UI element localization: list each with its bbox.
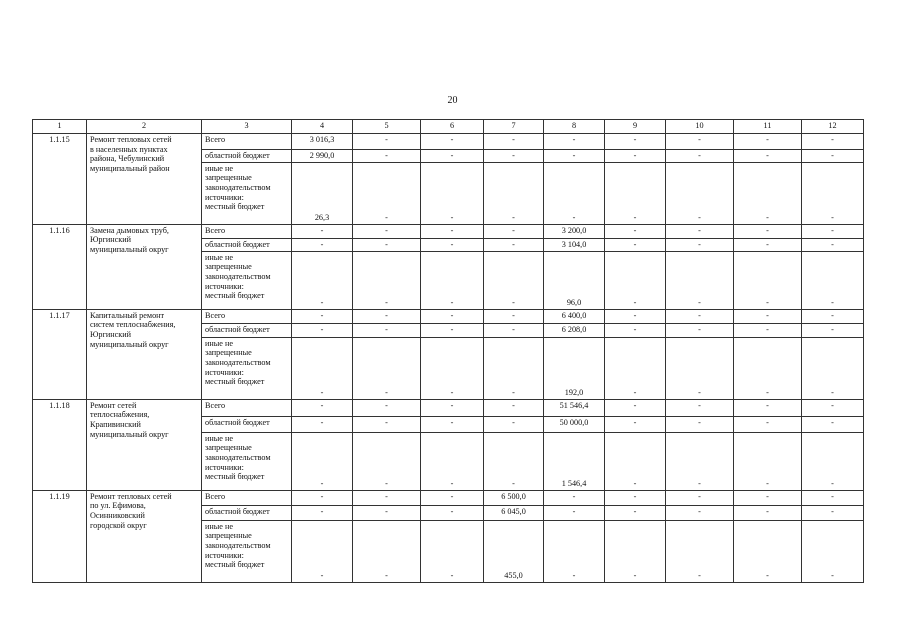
funding-table (32, 119, 864, 583)
value-cell: - (734, 520, 802, 582)
local-budget-label: местный бюджет (205, 202, 265, 212)
row-id: 1.1.16 (33, 224, 87, 309)
value-cell: - (421, 337, 484, 399)
value-cell: - (421, 416, 484, 432)
value-cell: - (802, 490, 864, 505)
value-cell: - (802, 416, 864, 432)
value-cell: - (734, 238, 802, 251)
other-sources-line: иные не (205, 252, 233, 262)
value-cell: - (544, 520, 605, 582)
row-name-line: Замена дымовых труб, (90, 225, 169, 235)
value-cell: - (292, 399, 353, 416)
value-cell: - (292, 490, 353, 505)
column-header: 11 (734, 120, 802, 134)
value-cell: - (802, 323, 864, 337)
value-cell: 3 200,0 (544, 224, 605, 238)
value-cell: - (734, 416, 802, 432)
value-cell: 3 104,0 (544, 238, 605, 251)
value-cell: - (292, 432, 353, 490)
value-cell: - (544, 134, 605, 150)
value-cell: 1 546,4 (544, 432, 605, 490)
value-cell: - (421, 309, 484, 323)
value-cell: - (353, 490, 421, 505)
value-cell: - (544, 505, 605, 520)
column-header: 10 (666, 120, 734, 134)
value-cell: - (605, 520, 666, 582)
value-cell: - (605, 150, 666, 163)
value-cell: - (802, 251, 864, 309)
value-cell: - (484, 323, 544, 337)
source-label-regional: областной бюджет (202, 323, 292, 337)
other-sources-line: законодательством (205, 358, 271, 368)
source-label-local (202, 432, 292, 490)
row-name-line: муниципальный район (90, 164, 170, 174)
value-cell: - (802, 399, 864, 416)
column-header: 2 (87, 120, 202, 134)
value-cell: - (292, 238, 353, 251)
table-row (33, 399, 864, 416)
value-cell: - (421, 162, 484, 224)
value-cell: - (734, 162, 802, 224)
value-cell: - (734, 224, 802, 238)
value-cell: - (544, 490, 605, 505)
value-cell: - (353, 399, 421, 416)
other-sources-line: иные не (205, 163, 233, 173)
row-name-line: Ремонт сетей (90, 400, 137, 410)
value-cell: - (544, 150, 605, 163)
value-cell: - (802, 505, 864, 520)
source-label-regional: областной бюджет (202, 238, 292, 251)
other-sources-line: законодательством (205, 272, 271, 282)
value-cell: - (421, 520, 484, 582)
value-cell: - (292, 505, 353, 520)
value-cell: - (666, 505, 734, 520)
source-label-local (202, 251, 292, 309)
source-label-total: Всего (202, 309, 292, 323)
row-id: 1.1.15 (33, 134, 87, 225)
value-cell: - (802, 134, 864, 150)
value-cell: - (353, 520, 421, 582)
row-name-line: Крапивинский (90, 420, 141, 430)
value-cell: - (605, 399, 666, 416)
source-label-total: Всего (202, 490, 292, 505)
value-cell: - (484, 337, 544, 399)
table-row (33, 224, 864, 238)
other-sources-line: запрещенные (205, 262, 252, 272)
value-cell: - (605, 323, 666, 337)
value-cell: - (605, 490, 666, 505)
row-name-line: городской округ (90, 520, 147, 530)
row-name-line: систем теплоснабжения, (90, 320, 176, 330)
value-cell: - (802, 150, 864, 163)
header-row (33, 120, 864, 134)
column-header: 3 (202, 120, 292, 134)
value-cell: - (421, 251, 484, 309)
source-label-total: Всего (202, 134, 292, 150)
row-name (87, 309, 202, 399)
value-cell: - (666, 399, 734, 416)
value-cell: 6 400,0 (544, 309, 605, 323)
value-cell: - (484, 309, 544, 323)
column-header: 1 (33, 120, 87, 134)
table-row (33, 134, 864, 150)
value-cell: - (421, 323, 484, 337)
value-cell: - (605, 432, 666, 490)
value-cell: - (292, 251, 353, 309)
value-cell: - (292, 309, 353, 323)
source-label-regional: областной бюджет (202, 150, 292, 163)
other-sources-line: запрещенные (205, 173, 252, 183)
value-cell: - (666, 337, 734, 399)
local-budget-label: местный бюджет (205, 472, 265, 482)
value-cell: - (484, 399, 544, 416)
source-label-local (202, 162, 292, 224)
source-label-total: Всего (202, 399, 292, 416)
value-cell: - (484, 251, 544, 309)
value-cell: - (421, 432, 484, 490)
value-cell: 6 208,0 (544, 323, 605, 337)
value-cell: - (734, 399, 802, 416)
value-cell: - (605, 134, 666, 150)
row-name-line: Юргинский (90, 330, 132, 340)
value-cell: - (734, 309, 802, 323)
value-cell: - (353, 416, 421, 432)
source-label-regional: областной бюджет (202, 416, 292, 432)
row-id: 1.1.19 (33, 490, 87, 582)
row-name-line: муниципальный округ (90, 245, 169, 255)
value-cell: - (353, 323, 421, 337)
row-name-line: муниципальный округ (90, 429, 169, 439)
other-sources-line: источники: (205, 192, 244, 202)
value-cell: - (421, 238, 484, 251)
row-name-line: по ул. Ефимова, (90, 501, 146, 511)
row-name-line: в населенных пунктах (90, 144, 168, 154)
value-cell: 3 016,3 (292, 134, 353, 150)
row-name-line: теплоснабжения, (90, 410, 150, 420)
local-budget-label: местный бюджет (205, 560, 265, 570)
value-cell: - (666, 309, 734, 323)
value-cell: - (484, 150, 544, 163)
value-cell: - (734, 323, 802, 337)
column-header: 9 (605, 120, 666, 134)
value-cell: - (734, 150, 802, 163)
value-cell: - (292, 337, 353, 399)
value-cell: - (353, 238, 421, 251)
other-sources-line: законодательством (205, 183, 271, 193)
row-id: 1.1.17 (33, 309, 87, 399)
column-header: 5 (353, 120, 421, 134)
value-cell: - (605, 309, 666, 323)
row-name-line: района, Чебулинский (90, 154, 165, 164)
value-cell: 26,3 (292, 162, 353, 224)
value-cell: 51 546,4 (544, 399, 605, 416)
other-sources-line: источники: (205, 550, 244, 560)
other-sources-line: иные не (205, 521, 233, 531)
value-cell: - (802, 309, 864, 323)
value-cell: - (666, 490, 734, 505)
value-cell: - (666, 432, 734, 490)
other-sources-line: иные не (205, 338, 233, 348)
table-row (33, 309, 864, 323)
value-cell: - (734, 134, 802, 150)
value-cell: - (666, 162, 734, 224)
row-name-line: Осинниковский (90, 511, 145, 521)
value-cell: - (605, 251, 666, 309)
column-header: 7 (484, 120, 544, 134)
value-cell: - (484, 134, 544, 150)
value-cell: - (353, 309, 421, 323)
value-cell: - (421, 505, 484, 520)
value-cell: - (353, 162, 421, 224)
value-cell: - (605, 337, 666, 399)
source-label-total: Всего (202, 224, 292, 238)
value-cell: - (353, 224, 421, 238)
row-name (87, 490, 202, 582)
value-cell: - (421, 134, 484, 150)
row-name (87, 399, 202, 490)
value-cell: 6 045,0 (484, 505, 544, 520)
value-cell: - (292, 520, 353, 582)
value-cell: - (734, 505, 802, 520)
row-name (87, 224, 202, 309)
value-cell: - (734, 251, 802, 309)
other-sources-line: источники: (205, 462, 244, 472)
value-cell: - (666, 150, 734, 163)
source-label-local (202, 337, 292, 399)
value-cell: - (484, 238, 544, 251)
value-cell: - (734, 490, 802, 505)
value-cell: - (484, 162, 544, 224)
other-sources-line: запрещенные (205, 348, 252, 358)
column-header: 12 (802, 120, 864, 134)
value-cell: - (421, 399, 484, 416)
value-cell: - (484, 224, 544, 238)
source-label-local (202, 520, 292, 582)
value-cell: - (421, 150, 484, 163)
value-cell: - (802, 432, 864, 490)
value-cell: - (666, 520, 734, 582)
value-cell: - (605, 505, 666, 520)
row-name-line: Ремонт тепловых сетей (90, 135, 172, 144)
value-cell: 2 990,0 (292, 150, 353, 163)
value-cell: - (292, 323, 353, 337)
value-cell: - (484, 432, 544, 490)
local-budget-label: местный бюджет (205, 377, 265, 387)
other-sources-line: законодательством (205, 453, 271, 463)
other-sources-line: источники: (205, 367, 244, 377)
value-cell: - (666, 323, 734, 337)
value-cell: - (544, 162, 605, 224)
value-cell: - (605, 416, 666, 432)
value-cell: - (734, 432, 802, 490)
row-name-line: Капитальный ремонт (90, 310, 165, 320)
value-cell: - (666, 251, 734, 309)
column-header: 4 (292, 120, 353, 134)
value-cell: 50 000,0 (544, 416, 605, 432)
value-cell: - (421, 224, 484, 238)
value-cell: - (605, 162, 666, 224)
other-sources-line: запрещенные (205, 531, 252, 541)
value-cell: - (802, 162, 864, 224)
value-cell: - (802, 224, 864, 238)
column-header: 8 (544, 120, 605, 134)
row-name-line: муниципальный округ (90, 339, 169, 349)
value-cell: 455,0 (484, 520, 544, 582)
other-sources-line: источники: (205, 281, 244, 291)
value-cell: - (734, 337, 802, 399)
value-cell: - (484, 416, 544, 432)
value-cell: - (292, 416, 353, 432)
row-id: 1.1.18 (33, 399, 87, 490)
value-cell: 6 500,0 (484, 490, 544, 505)
value-cell: - (802, 520, 864, 582)
row-name-line: Ремонт тепловых сетей (90, 491, 172, 501)
table-row (33, 490, 864, 505)
value-cell: - (802, 337, 864, 399)
value-cell: 192,0 (544, 337, 605, 399)
row-name-line: Юргинский (90, 235, 132, 245)
value-cell: - (353, 150, 421, 163)
value-cell: - (666, 224, 734, 238)
other-sources-line: законодательством (205, 541, 271, 551)
value-cell: - (353, 337, 421, 399)
other-sources-line: запрещенные (205, 443, 252, 453)
value-cell: - (353, 134, 421, 150)
page-number: 20 (447, 95, 458, 106)
value-cell: - (666, 134, 734, 150)
value-cell: - (353, 251, 421, 309)
value-cell: - (421, 490, 484, 505)
value-cell: 96,0 (544, 251, 605, 309)
local-budget-label: местный бюджет (205, 291, 265, 301)
value-cell: - (802, 238, 864, 251)
value-cell: - (292, 224, 353, 238)
other-sources-line: иные не (205, 433, 233, 443)
value-cell: - (605, 224, 666, 238)
value-cell: - (353, 505, 421, 520)
value-cell: - (353, 432, 421, 490)
column-header: 6 (421, 120, 484, 134)
value-cell: - (666, 416, 734, 432)
source-label-regional: областной бюджет (202, 505, 292, 520)
row-name (87, 134, 202, 225)
value-cell: - (666, 238, 734, 251)
value-cell: - (605, 238, 666, 251)
